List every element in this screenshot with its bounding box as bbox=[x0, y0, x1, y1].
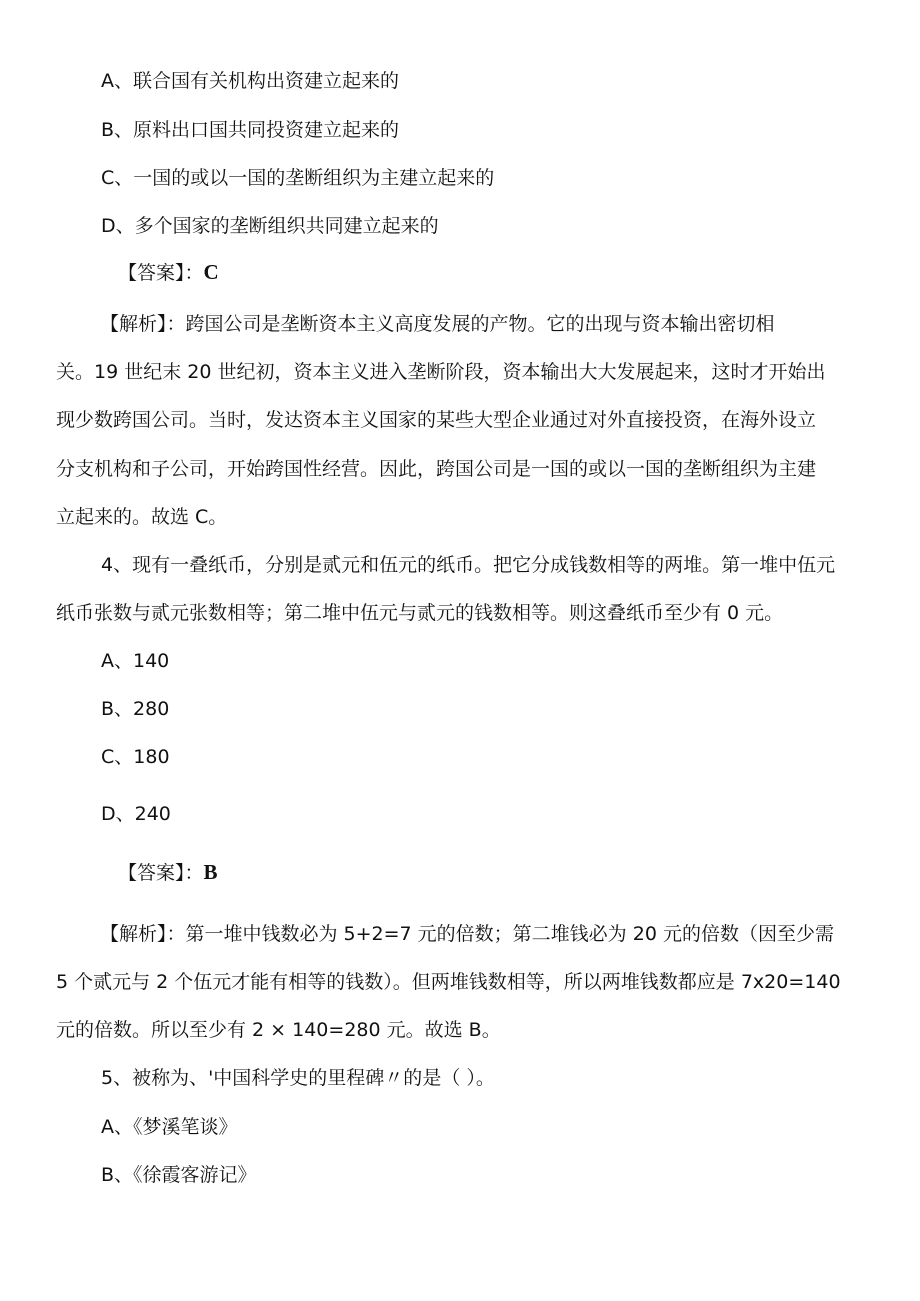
q4-explanation-line-3: 元的倍数。所以至少有 2 × 140=280 元。故选 B。 bbox=[56, 1019, 501, 1041]
q3-explanation-line-2: 关。19 世纪末 20 世纪初，资本主义进入垄断阶段，资本输出大大发展起来，这时才开始出 bbox=[56, 361, 826, 383]
q3-option-c: C、一国的或以一国的垄断组织为主建立起来的 bbox=[101, 167, 495, 189]
q3-explanation-line-5: 立起来的。故选 C。 bbox=[56, 506, 228, 528]
q3-option-a: A、联合国有关机构出资建立起来的 bbox=[101, 70, 399, 92]
q4-question-line-2: 纸币张数与贰元张数相等；第二堆中伍元与贰元的钱数相等。则这叠纸币至少有 0 元。 bbox=[56, 602, 784, 624]
q3-answer-value: C bbox=[203, 260, 219, 284]
q4-option-d: D、240 bbox=[101, 803, 171, 825]
q4-question-line-1: 4、现有一叠纸币，分别是贰元和伍元的纸币。把它分成钱数相等的两堆。第一堆中伍元 bbox=[101, 554, 836, 576]
q4-answer-value: B bbox=[203, 860, 218, 884]
q3-explanation-line-4: 分支机构和子公司，开始跨国性经营。因此，跨国公司是一国的或以一国的垄断组织为主建 bbox=[56, 458, 817, 480]
q3-option-b: B、原料出口国共同投资建立起来的 bbox=[101, 119, 400, 141]
q3-answer bbox=[118, 258, 219, 285]
q4-explanation-line-1: 【解析】：第一堆中钱数必为 5+2=7 元的倍数；第二堆钱必为 20 元的倍数（因至少需 bbox=[100, 923, 834, 945]
q3-explanation-line-3: 现少数跨国公司。当时，发达资本主义国家的某些大型企业通过对外直接投资，在海外设立 bbox=[56, 409, 817, 431]
q3-answer-label: 【答案】： bbox=[118, 262, 204, 284]
q3-explanation-line-1: 【解析】：跨国公司是垄断资本主义高度发展的产物。它的出现与资本输出密切相 bbox=[100, 313, 775, 335]
q4-option-b: B、280 bbox=[101, 698, 170, 720]
q5-question: 5、被称为、'中国科学史的里程碑〃的是（ ）。 bbox=[101, 1067, 495, 1089]
q4-option-c: C、180 bbox=[101, 746, 170, 768]
q5-option-b: B、《徐霞客游记》 bbox=[101, 1164, 257, 1186]
q4-answer bbox=[118, 858, 218, 885]
q4-answer-label: 【答案】： bbox=[118, 862, 204, 884]
q4-explanation-line-2: 5 个贰元与 2 个伍元才能有相等的钱数）。但两堆钱数相等，所以两堆钱数都应是 7x20=140 bbox=[56, 971, 841, 993]
q4-option-a: A、140 bbox=[101, 650, 170, 672]
q5-option-a: A、《梦溪笔谈》 bbox=[101, 1116, 238, 1138]
q3-option-d: D、多个国家的垄断组织共同建立起来的 bbox=[101, 215, 439, 237]
